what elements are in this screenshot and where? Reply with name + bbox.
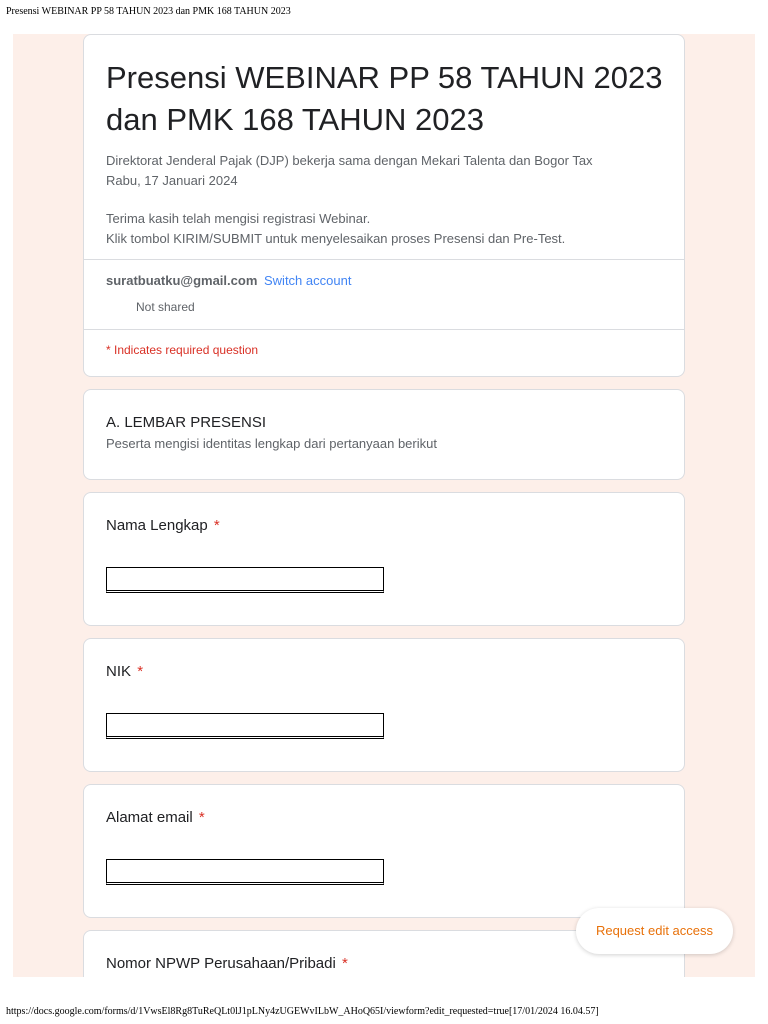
request-edit-access-button[interactable]: Request edit access (576, 908, 733, 954)
question-label (106, 663, 143, 680)
question-label-text: Nomor NPWP Perusahaan/Pribadi (106, 955, 336, 972)
question-card-nama-lengkap (83, 492, 685, 626)
form-header-card (83, 34, 685, 377)
question-label (106, 809, 205, 826)
question-card-nik (83, 638, 685, 772)
nik-input[interactable] (106, 713, 384, 739)
form-description-line-1: Direktorat Jenderal Pajak (DJP) bekerja sama dengan Mekari Talenta dan Bogor Tax (106, 153, 593, 168)
nama-lengkap-input[interactable] (106, 567, 384, 593)
form-title-line-1: Presensi WEBINAR PP 58 TAHUN 2023 (106, 60, 663, 95)
question-label (106, 517, 220, 534)
form-stack (83, 34, 685, 977)
form-description (106, 151, 666, 249)
form-page (13, 34, 755, 977)
question-card-alamat-email (83, 784, 685, 918)
question-label (106, 955, 348, 972)
form-description-line-5: Klik tombol KIRIM/SUBMIT untuk menyelesaikan proses Presensi dan Pre-Test. (106, 231, 566, 246)
section-card (83, 389, 685, 480)
account-divider (84, 329, 684, 330)
form-title-line-2: dan PMK 168 TAHUN 2023 (106, 102, 484, 137)
account-email: suratbuatku@gmail.com (106, 273, 258, 288)
required-asterisk: * (137, 663, 144, 680)
section-title: A. LEMBAR PRESENSI (106, 414, 267, 431)
account-row (106, 273, 351, 288)
form-description-spacer (106, 191, 666, 209)
section-description: Peserta mengisi identitas lengkap dari pertanyaan berikut (106, 436, 437, 451)
question-label-text: Alamat email (106, 809, 193, 826)
required-asterisk: * (213, 517, 220, 534)
required-question-note: * Indicates required question (106, 343, 259, 357)
header-divider (84, 259, 684, 260)
print-footer-url: https://docs.google.com/forms/d/1VwsEl8Rg8TuReQLt0lJ1pLNy4zUGEWvILbW_AHoQ65I/viewform?edit_requested=true[17/01/2024 16.04.57] (6, 1006, 599, 1017)
form-description-line-4: Terima kasih telah mengisi registrasi Webinar. (106, 211, 371, 226)
required-asterisk: * (198, 809, 205, 826)
form-description-line-2: Rabu, 17 Januari 2024 (106, 173, 238, 188)
required-asterisk: * (342, 955, 348, 972)
question-label-text: NIK (106, 663, 132, 680)
question-label-text: Nama Lengkap (106, 517, 208, 534)
form-title (106, 57, 666, 141)
switch-account-link[interactable]: Switch account (264, 273, 352, 288)
not-shared-label: Not shared (136, 300, 195, 314)
alamat-email-input[interactable] (106, 859, 384, 885)
print-header: Presensi WEBINAR PP 58 TAHUN 2023 dan PMK 168 TAHUN 2023 (6, 6, 291, 17)
